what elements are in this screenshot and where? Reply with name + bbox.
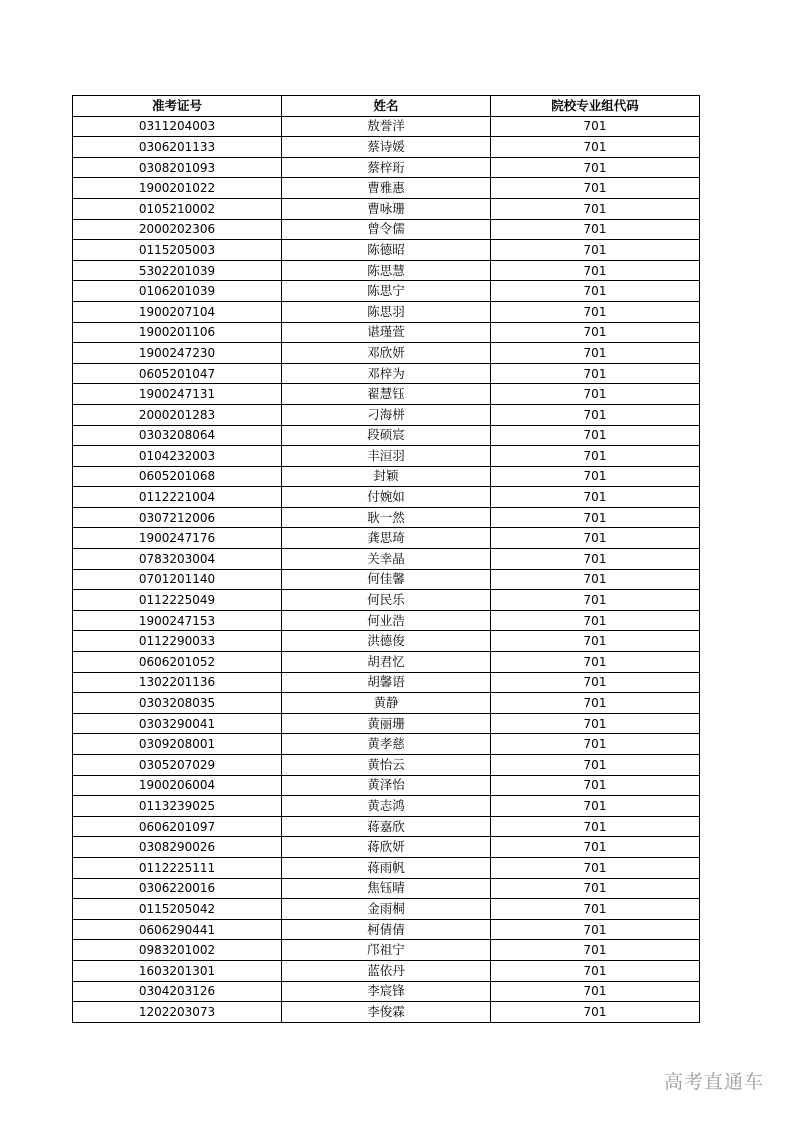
header-group-code: 院校专业组代码 (491, 96, 700, 117)
cell-name: 封颖 (282, 466, 491, 487)
cell-exam-id: 0303208064 (73, 425, 282, 446)
table-row (73, 281, 700, 302)
cell-name: 洪德俊 (282, 631, 491, 652)
cell-group-code: 701 (491, 816, 700, 837)
table-row (73, 322, 700, 343)
cell-group-code: 701 (491, 198, 700, 219)
cell-group-code: 701 (491, 919, 700, 940)
cell-group-code: 701 (491, 1002, 700, 1023)
cell-name: 蔡诗媛 (282, 137, 491, 158)
cell-name: 龚思琦 (282, 528, 491, 549)
cell-name: 蔡梓珩 (282, 157, 491, 178)
cell-group-code: 701 (491, 343, 700, 364)
header-name: 姓名 (282, 96, 491, 117)
cell-name: 蒋雨帆 (282, 857, 491, 878)
table-row (73, 384, 700, 405)
cell-name: 黄孝慈 (282, 734, 491, 755)
table-row (73, 487, 700, 508)
cell-name: 黄静 (282, 693, 491, 714)
cell-name: 陈思宁 (282, 281, 491, 302)
table-row (73, 425, 700, 446)
cell-group-code: 701 (491, 960, 700, 981)
cell-group-code: 701 (491, 260, 700, 281)
cell-group-code: 701 (491, 878, 700, 899)
cell-name: 蒋嘉欣 (282, 816, 491, 837)
table-row (73, 466, 700, 487)
cell-group-code: 701 (491, 446, 700, 467)
cell-group-code: 701 (491, 240, 700, 261)
table-row (73, 549, 700, 570)
table-row (73, 219, 700, 240)
cell-exam-id: 0305207029 (73, 755, 282, 776)
cell-group-code: 701 (491, 775, 700, 796)
cell-group-code: 701 (491, 672, 700, 693)
cell-name: 金雨桐 (282, 899, 491, 920)
cell-group-code: 701 (491, 322, 700, 343)
cell-exam-id: 0115205003 (73, 240, 282, 261)
cell-name: 陈思慧 (282, 260, 491, 281)
cell-group-code: 701 (491, 796, 700, 817)
table-row (73, 693, 700, 714)
cell-name: 陈德昭 (282, 240, 491, 261)
cell-name: 柯倩倩 (282, 919, 491, 940)
table-row (73, 940, 700, 961)
cell-exam-id: 1900247176 (73, 528, 282, 549)
cell-name: 曹咏珊 (282, 198, 491, 219)
cell-exam-id: 0304203126 (73, 981, 282, 1002)
cell-exam-id: 0104232003 (73, 446, 282, 467)
cell-exam-id: 0308290026 (73, 837, 282, 858)
cell-group-code: 701 (491, 178, 700, 199)
table-row (73, 157, 700, 178)
cell-exam-id: 0701201140 (73, 569, 282, 590)
table-row (73, 734, 700, 755)
cell-group-code: 701 (491, 590, 700, 611)
cell-group-code: 701 (491, 425, 700, 446)
table-row (73, 137, 700, 158)
cell-exam-id: 0306201133 (73, 137, 282, 158)
cell-name: 付婉如 (282, 487, 491, 508)
cell-name: 陈思羽 (282, 301, 491, 322)
cell-exam-id: 0113239025 (73, 796, 282, 817)
cell-exam-id: 0311204003 (73, 116, 282, 137)
cell-name: 关幸晶 (282, 549, 491, 570)
table-row (73, 1002, 700, 1023)
cell-name: 黄志鸿 (282, 796, 491, 817)
header-row (73, 96, 700, 117)
header-exam-id: 准考证号 (73, 96, 282, 117)
cell-exam-id: 0307212006 (73, 507, 282, 528)
cell-group-code: 701 (491, 940, 700, 961)
table-row (73, 363, 700, 384)
cell-exam-id: 0606201097 (73, 816, 282, 837)
cell-group-code: 701 (491, 219, 700, 240)
cell-exam-id: 1900207104 (73, 301, 282, 322)
cell-group-code: 701 (491, 137, 700, 158)
cell-group-code: 701 (491, 157, 700, 178)
table-row (73, 404, 700, 425)
table-header (73, 96, 700, 117)
cell-name: 曹雅惠 (282, 178, 491, 199)
cell-group-code: 701 (491, 281, 700, 302)
cell-name: 邝祖宁 (282, 940, 491, 961)
cell-group-code: 701 (491, 610, 700, 631)
table-row (73, 816, 700, 837)
table-row (73, 981, 700, 1002)
cell-group-code: 701 (491, 755, 700, 776)
cell-group-code: 701 (491, 384, 700, 405)
cell-name: 胡君忆 (282, 652, 491, 673)
cell-group-code: 701 (491, 713, 700, 734)
cell-exam-id: 0605201068 (73, 466, 282, 487)
cell-group-code: 701 (491, 899, 700, 920)
cell-name: 邓梓为 (282, 363, 491, 384)
table-row (73, 672, 700, 693)
table-row (73, 198, 700, 219)
cell-name: 黄丽珊 (282, 713, 491, 734)
cell-exam-id: 0308201093 (73, 157, 282, 178)
cell-name: 黄怡云 (282, 755, 491, 776)
table-row (73, 878, 700, 899)
cell-name: 刁海栟 (282, 404, 491, 425)
cell-group-code: 701 (491, 116, 700, 137)
cell-exam-id: 0115205042 (73, 899, 282, 920)
cell-exam-id: 0112225111 (73, 857, 282, 878)
cell-group-code: 701 (491, 734, 700, 755)
cell-exam-id: 0983201002 (73, 940, 282, 961)
cell-name: 李宸锋 (282, 981, 491, 1002)
cell-group-code: 701 (491, 404, 700, 425)
cell-exam-id: 0783203004 (73, 549, 282, 570)
table-row (73, 528, 700, 549)
cell-exam-id: 0303290041 (73, 713, 282, 734)
cell-group-code: 701 (491, 528, 700, 549)
cell-exam-id: 2000202306 (73, 219, 282, 240)
table-row (73, 899, 700, 920)
cell-name: 何佳馨 (282, 569, 491, 590)
table-row (73, 446, 700, 467)
table-row (73, 755, 700, 776)
cell-group-code: 701 (491, 487, 700, 508)
cell-name: 黄泽怡 (282, 775, 491, 796)
cell-group-code: 701 (491, 549, 700, 570)
table-row (73, 960, 700, 981)
watermark-text: 高考直通车 (663, 1071, 764, 1093)
cell-exam-id: 0606201052 (73, 652, 282, 673)
cell-exam-id: 0112225049 (73, 590, 282, 611)
cell-name: 邓欣妍 (282, 343, 491, 364)
cell-exam-id: 0112290033 (73, 631, 282, 652)
cell-name: 谌瑾萱 (282, 322, 491, 343)
cell-name: 蒋欣妍 (282, 837, 491, 858)
table-row (73, 116, 700, 137)
cell-group-code: 701 (491, 631, 700, 652)
cell-exam-id: 0309208001 (73, 734, 282, 755)
cell-group-code: 701 (491, 466, 700, 487)
table-row (73, 569, 700, 590)
cell-exam-id: 1900201022 (73, 178, 282, 199)
table-row (73, 590, 700, 611)
cell-group-code: 701 (491, 569, 700, 590)
cell-exam-id: 1202203073 (73, 1002, 282, 1023)
cell-group-code: 701 (491, 693, 700, 714)
cell-name: 曾令儒 (282, 219, 491, 240)
table-row (73, 857, 700, 878)
table-row (73, 631, 700, 652)
cell-name: 李俊霖 (282, 1002, 491, 1023)
cell-name: 何业浩 (282, 610, 491, 631)
table-row (73, 240, 700, 261)
cell-exam-id: 1900206004 (73, 775, 282, 796)
cell-name: 焦钰晴 (282, 878, 491, 899)
table-body (73, 116, 700, 1022)
table-row (73, 178, 700, 199)
cell-group-code: 701 (491, 981, 700, 1002)
cell-name: 敖誉洋 (282, 116, 491, 137)
cell-group-code: 701 (491, 507, 700, 528)
cell-exam-id: 1302201136 (73, 672, 282, 693)
table-row (73, 610, 700, 631)
cell-exam-id: 0106201039 (73, 281, 282, 302)
table-row (73, 837, 700, 858)
cell-name: 段硕宸 (282, 425, 491, 446)
cell-exam-id: 1900247131 (73, 384, 282, 405)
cell-group-code: 701 (491, 837, 700, 858)
cell-exam-id: 2000201283 (73, 404, 282, 425)
cell-name: 何民乐 (282, 590, 491, 611)
cell-name: 丰洹羽 (282, 446, 491, 467)
cell-group-code: 701 (491, 652, 700, 673)
cell-name: 胡馨语 (282, 672, 491, 693)
table-row (73, 343, 700, 364)
table-row (73, 775, 700, 796)
cell-group-code: 701 (491, 363, 700, 384)
cell-exam-id: 0105210002 (73, 198, 282, 219)
table-row (73, 652, 700, 673)
cell-exam-id: 1900201106 (73, 322, 282, 343)
cell-exam-id: 0112221004 (73, 487, 282, 508)
cell-exam-id: 1900247230 (73, 343, 282, 364)
cell-group-code: 701 (491, 857, 700, 878)
cell-name: 耿一然 (282, 507, 491, 528)
cell-exam-id: 1900247153 (73, 610, 282, 631)
cell-name: 蓝依丹 (282, 960, 491, 981)
cell-group-code: 701 (491, 301, 700, 322)
cell-name: 翟慧钰 (282, 384, 491, 405)
cell-exam-id: 5302201039 (73, 260, 282, 281)
cell-exam-id: 0306220016 (73, 878, 282, 899)
table-row (73, 796, 700, 817)
cell-exam-id: 0303208035 (73, 693, 282, 714)
admission-table (72, 95, 700, 1023)
table-row (73, 507, 700, 528)
cell-exam-id: 0606290441 (73, 919, 282, 940)
table-row (73, 919, 700, 940)
table-row (73, 713, 700, 734)
table-row (73, 260, 700, 281)
table-row (73, 301, 700, 322)
document-sheet (72, 95, 700, 1023)
cell-exam-id: 0605201047 (73, 363, 282, 384)
cell-exam-id: 1603201301 (73, 960, 282, 981)
